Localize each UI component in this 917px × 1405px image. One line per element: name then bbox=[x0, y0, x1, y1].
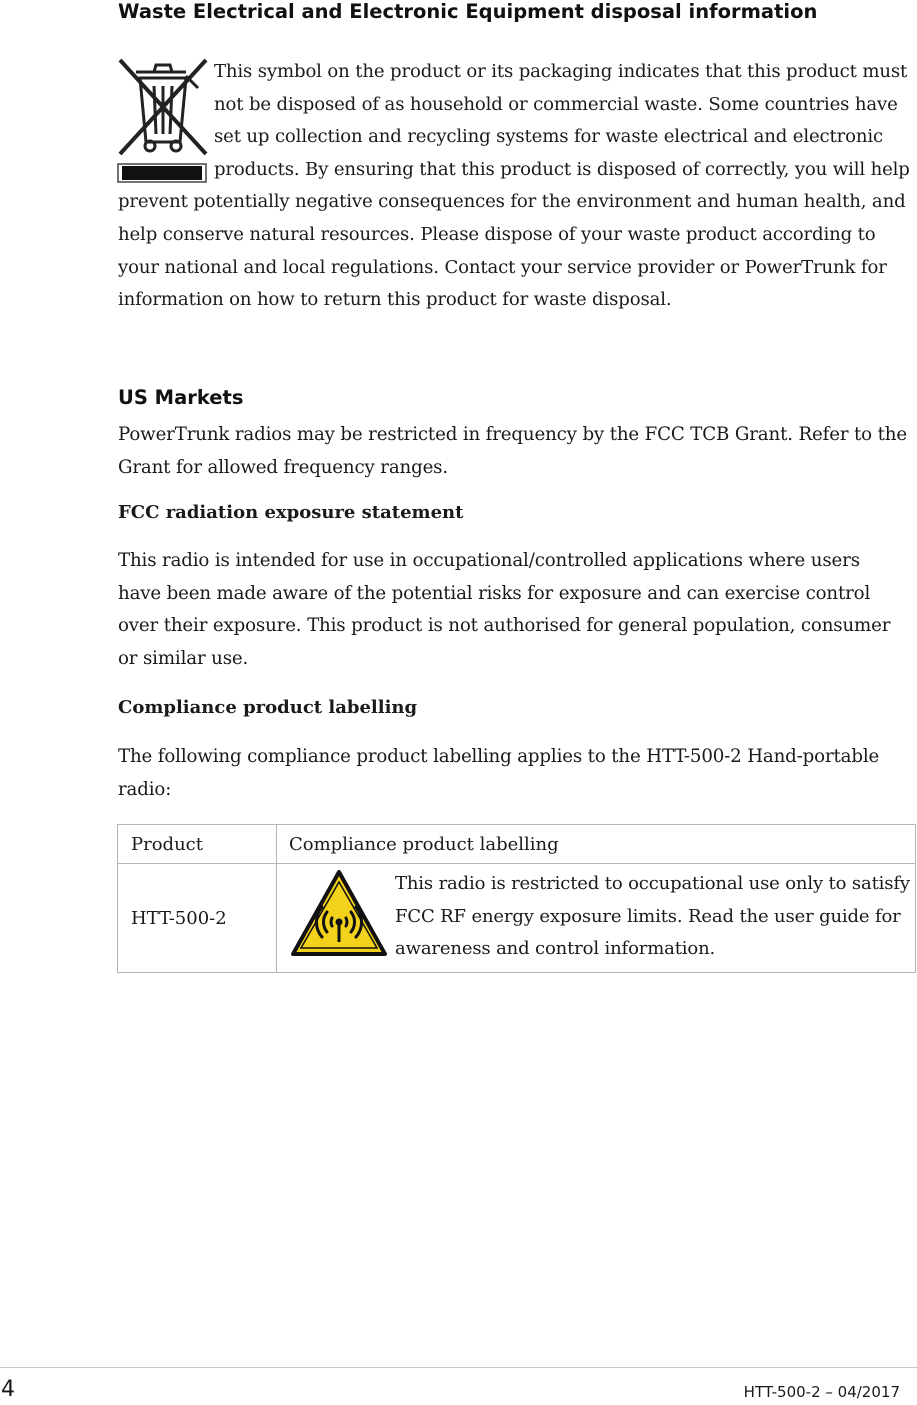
table-header-row bbox=[118, 825, 916, 864]
us-markets-paragraph: PowerTrunk radios may be restricted in frequency by the FCC TCB Grant. Refer to the Grant for allowed frequency ranges. bbox=[118, 424, 907, 478]
table-cell-labelling bbox=[277, 864, 916, 973]
document-reference: HTT-500-2 – 04/2017 bbox=[743, 1383, 900, 1401]
table-cell-product: HTT-500-2 bbox=[118, 864, 277, 973]
table-header-product: Product bbox=[118, 825, 277, 864]
fcc-heading: FCC radiation exposure statement bbox=[118, 502, 464, 523]
footer-divider bbox=[0, 1367, 917, 1368]
compliance-heading: Compliance product labelling bbox=[118, 697, 418, 718]
us-markets-heading: US Markets bbox=[118, 386, 244, 409]
compliance-paragraph: The following compliance product labelling applies to the HTT-500-2 Hand-portable radio: bbox=[118, 746, 880, 800]
weee-heading: Waste Electrical and Electronic Equipment disposal information bbox=[118, 0, 818, 23]
table-row bbox=[118, 864, 916, 973]
weee-paragraph: This symbol on the product or its packaging indicates that this product must not be disposed of as household or commercial waste. Some countries have set up collection and recycling systems for waste electrical and electronic products. By ensuring that this product is disposed of correctly, you will help prevent potentially negative consequences for the environment and human health, and help conserve natural resources. Please dispose of your waste product according to your national and local regulations. Contact your service provider or PowerTrunk for information on how to return this product for waste disposal. bbox=[118, 61, 910, 311]
compliance-table bbox=[117, 824, 916, 973]
rf-exposure-label-text: This radio is restricted to occupational use only to satisfy FCC RF energy exposure limits. Read the user guide for awareness and control information. bbox=[395, 873, 910, 959]
page-number: 4 bbox=[1, 1377, 15, 1402]
rf-radiation-warning-icon bbox=[289, 868, 389, 960]
fcc-paragraph: This radio is intended for use in occupational/controlled applications where users have been made aware of the potential risks for exposure and can exercise control over their exposure. This product is not authorised for general population, consumer or similar use. bbox=[118, 550, 891, 669]
table-header-labelling: Compliance product labelling bbox=[277, 825, 916, 864]
